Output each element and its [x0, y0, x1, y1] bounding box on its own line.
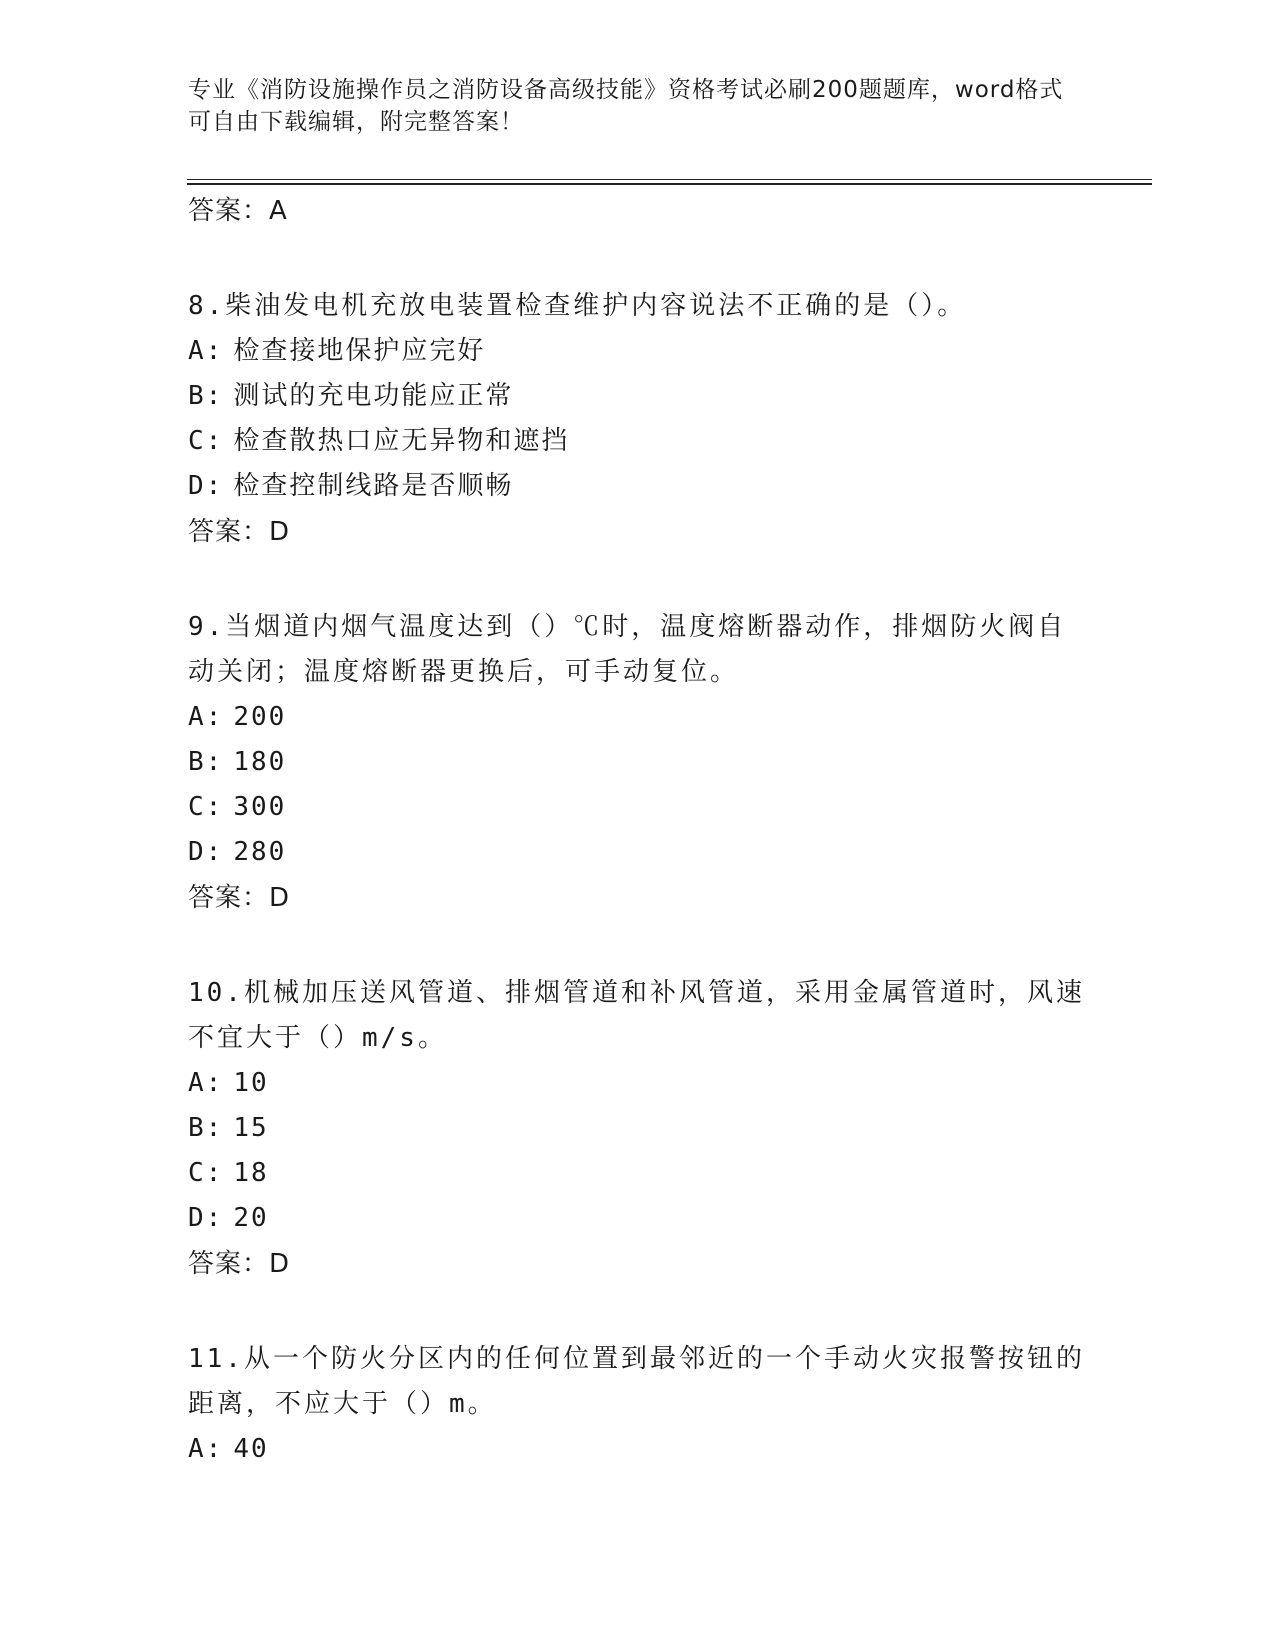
option-d: [188, 1196, 1088, 1241]
question-stem: 11.从一个防火分区内的任何位置到最邻近的一个手动火灾报警按钮的距离，不应大于（）m。: [188, 1344, 1085, 1419]
option-b: [188, 374, 1088, 419]
option-text: 测试的充电功能应正常: [233, 381, 514, 411]
answer-line: 答案：D: [188, 883, 291, 913]
option-a: [188, 1061, 1088, 1106]
option-d: [188, 464, 1088, 509]
answer-line: 答案：D: [188, 1249, 291, 1279]
option-text: 280: [233, 837, 287, 867]
option-text: 10: [233, 1068, 269, 1098]
answer-line: 答案：D: [188, 517, 291, 547]
option-b: [188, 740, 1088, 785]
option-letter: C:: [188, 792, 224, 822]
option-letter: D:: [188, 471, 224, 501]
option-letter: B:: [188, 747, 224, 777]
option-c: [188, 419, 1088, 464]
question-list: [188, 188, 1088, 1522]
option-b: [188, 1106, 1088, 1151]
question-stem: 8.柴油发电机充放电装置检查维护内容说法不正确的是（）。: [188, 291, 967, 321]
question-8: [188, 284, 1088, 555]
option-letter: C:: [188, 426, 224, 456]
option-letter: A:: [188, 1068, 224, 1098]
option-text: 检查接地保护应完好: [233, 336, 486, 366]
question-stem: 9.当烟道内烟气温度达到（）℃时，温度熔断器动作，排烟防火阀自动关闭；温度熔断器更换后，可手动复位。: [188, 612, 1067, 687]
option-text: 检查控制线路是否顺畅: [233, 471, 514, 501]
option-letter: A:: [188, 336, 224, 366]
previous-answer: 答案：A: [188, 196, 288, 226]
question-11: [188, 1337, 1088, 1472]
option-a: [188, 329, 1088, 374]
option-a: [188, 1427, 1088, 1472]
option-letter: B:: [188, 1113, 224, 1143]
option-c: [188, 785, 1088, 830]
option-text: 300: [233, 792, 287, 822]
option-letter: B:: [188, 381, 224, 411]
option-text: 15: [233, 1113, 269, 1143]
option-text: 20: [233, 1203, 269, 1233]
option-text: 200: [233, 702, 287, 732]
question-stem: 10.机械加压送风管道、排烟管道和补风管道，采用金属管道时，风速不宜大于（）m/s。: [188, 978, 1085, 1053]
option-a: [188, 695, 1088, 740]
option-letter: A:: [188, 1434, 224, 1464]
option-text: 检查散热口应无异物和遮挡: [233, 426, 570, 456]
page-header: 专业《消防设施操作员之消防设备高级技能》资格考试必刷200题题库，word格式可自由下载编辑，附完整答案！: [188, 77, 1064, 135]
option-text: 18: [233, 1158, 269, 1188]
option-text: 180: [233, 747, 287, 777]
option-letter: D:: [188, 1203, 224, 1233]
header-divider-thin: [187, 179, 1152, 180]
option-letter: C:: [188, 1158, 224, 1188]
option-c: [188, 1151, 1088, 1196]
question-10: [188, 971, 1088, 1287]
question-9: [188, 605, 1088, 921]
option-letter: A:: [188, 702, 224, 732]
option-text: 40: [233, 1434, 269, 1464]
header-divider-thick: [187, 183, 1152, 185]
option-letter: D:: [188, 837, 224, 867]
option-d: [188, 830, 1088, 875]
